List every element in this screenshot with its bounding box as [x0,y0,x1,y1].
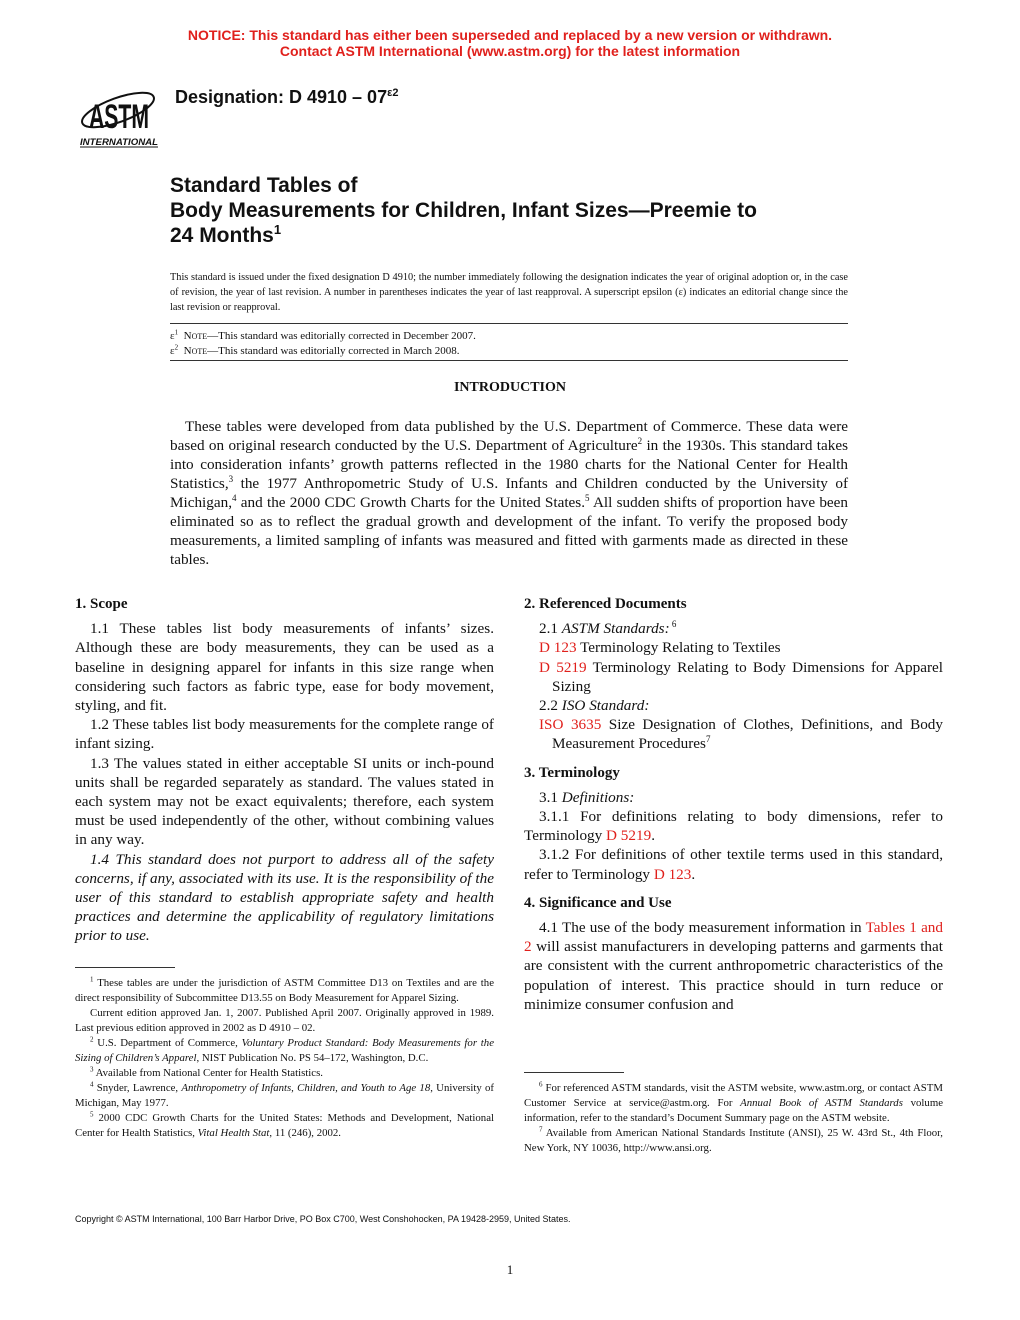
editorial-notes [170,329,848,359]
designation-sup: ε2 [387,87,399,99]
footnote-7: $^7$ Available from American National Standards Institute (ANSI), 25 W. 43rd St., 4th Floor, New York, NY 10036, http://www.ansi.org. [524,1125,943,1154]
designation-label: Designation: D 4910 – 07 [175,87,388,107]
note-2: $\varepsilon^2$ Note—This standard was editorially corrected in March 2008. [170,343,460,357]
left-column [75,595,494,946]
footnote-5: $^5$ 2000 CDC Growth Charts for the United States: Methods and Development, National Center for Health Statistics, Vital Health Stat, 11 (246), 2002. [75,1110,494,1139]
logo-text: ASTM [89,98,149,136]
paragraph-3-1: 3.1 Definitions: [539,788,635,806]
introduction-text: These tables were developed from data published by the U.S. Department of Commerce. These data were based on original research conducted by the U.S. Department of Agriculture$^2$ in the 1930s. This standard takes into consideration infants’ growth patterns reflected in the 1980 charts for the National Center for Health Statistics,$^3$ the 1977 Anthropometric Study of U.S. Infants and Children conducted by the University of Michigan,$^4$ and the 2000 CDC Growth Charts for the United States.$^5$ All sudden shifts of proportion have been eliminated so as to reflect the gradual growth and development of the infant. To verify the proposed body measurements, a limited sampling of infants was measured and fitted with garments made as directed in these tables. [170,418,849,568]
footnote-6: $^6$ For referenced ASTM standards, visit the ASTM website, www.astm.org, or contact ASTM Customer Service at service@astm.org. For Annual Book of ASTM Standards volume information, refer to the standard’s Document Summary page on the ASTM website. [524,1080,944,1124]
section-terminology-heading: 3. Terminology [524,764,620,781]
reference-d5219: D 5219 Terminology Relating to Body Dimensions for Apparel Sizing [539,658,944,695]
paragraph-1-4: 1.4 This standard does not purport to address all of the safety concerns, if any, associated with its use. It is the responsibility of the user of this standard to establish appropriate safety and health practices and determine the applicability of regulatory limitations prior to use. [75,850,494,945]
paragraph-1-2: 1.2 These tables list body measurements for the complete range of infant sizing. [75,716,494,753]
title-footnote-ref: 1 [273,222,282,237]
paragraph-3-1-2: 3.1.2 For definitions of other textile terms used in this standard, refer to Terminology D 123. [524,846,943,883]
link-d5219[interactable]: D 5219 [606,827,652,845]
title-line-3: 24 Months [170,224,274,247]
footnote-divider [524,1072,624,1073]
link-d5219[interactable]: D 5219 [539,658,587,676]
right-column [524,595,943,1014]
paragraph-2-1: 2.1 ASTM Standards: $^6$ [539,619,677,638]
paragraph-1-3: 1.3 The values stated in either acceptable SI units or inch-pound units shall be regarded separately as standard. The values stated in each system may not be exact equivalents; therefore, each system must be used independently of the other, without combining values in any way. [75,754,494,849]
footnote-3: $^3$ Available from National Center for Health Statistics. [90,1065,323,1079]
astm-logo [78,78,160,148]
footnotes-left [75,976,494,1141]
footnote-4: $^4$ Snyder, Lawrence, Anthropometry of Infants, Children, and Youth to Age 18, University of Michigan, May 1977. [75,1080,494,1109]
introduction-heading: INTRODUCTION [453,380,566,395]
footnote-1-edition: Current edition approved Jan. 1, 2007. Published April 2007. Originally approved in 1989. Last previous edition approved in 2002 as D 4910 – 02. [75,1007,494,1034]
footnote-divider [75,967,175,968]
issuance-statement: This standard is issued under the fixed designation D 4910; the number immediately following the designation indicates the year of original adoption or, in the case of revision, the year of last revision. A number in parentheses indicates the year of last reapproval. A superscript epsilon (ε) indicates an editorial change since the last revision or reapproval. [170,272,848,313]
link-iso3635[interactable]: ISO 3635 [539,716,602,734]
section-scope-heading: 1. Scope [75,596,128,612]
footnotes-right [524,1081,943,1156]
footnote-1: $^1$ These tables are under the jurisdiction of ASTM Committee D13 on Textiles and are the direct responsibility of Subcommittee D13.55 on Body Measurement for Apparel Sizing. [75,975,494,1004]
title-line-1: Standard Tables of [170,174,358,197]
notice-banner [0,27,1020,59]
document-title [170,173,870,248]
link-d123[interactable]: D 123 [653,865,692,883]
paragraph-2-2: 2.2 ISO Standard: [539,697,650,715]
footnote-2: $^2$ U.S. Department of Commerce, Voluntary Product Standard: Body Measurements for the Sizing of Children’s Apparel, NIST Publication No. PS 54–172, Washington, D.C. [75,1035,494,1064]
paragraph-1-1: 1.1 These tables list body measurements of infants’ sizes. Although these are body measurements, they can be used as a baseline in designing apparel for infants in this size range when considering such factors as fabric type, ease for body movement, styling, and fit. [75,620,494,715]
page-number: 1 [506,1262,514,1277]
section-referenced-documents-heading: 2. Referenced Documents [524,596,687,612]
section-significance-heading: 4. Significance and Use [524,894,672,911]
divider [170,323,848,324]
link-d123[interactable]: D 123 [539,639,577,657]
copyright: Copyright © ASTM International, 100 Barr Harbor Drive, PO Box C700, West Conshohocken, PA 19428-2959, United States. [75,1214,571,1224]
link-tables[interactable]: Tables 1 and 2 [524,919,943,956]
svg-text:INTERNATIONAL: INTERNATIONAL [80,137,158,147]
notice-line-1: NOTICE: This standard has either been superseded and replaced by a new version or withdrawn. [187,27,833,43]
title-line-2: Body Measurements for Children, Infant Sizes—Preemie to [170,199,757,222]
reference-d123: D 123 Terminology Relating to Textiles [539,639,781,657]
note-1: $\varepsilon^1$ Note—This standard was editorially corrected in December 2007. [170,328,476,342]
designation [175,87,398,108]
divider [170,360,848,361]
notice-line-2: Contact ASTM International (www.astm.org) for the latest information [279,43,741,59]
paragraph-4-1: 4.1 The use of the body measurement information in Tables 1 and 2 will assist manufacturers in developing patterns and garments that are consistent with the current anthropometric characteristics of the population of interest. This practice should in turn reduce or minimize consumer confusion and [524,919,943,1013]
reference-iso3635: ISO 3635 Size Designation of Clothes, Definitions, and Body Measurement Procedures$^7$ [539,716,943,753]
paragraph-3-1-1: 3.1.1 For definitions relating to body dimensions, refer to Terminology D 5219. [524,808,943,845]
